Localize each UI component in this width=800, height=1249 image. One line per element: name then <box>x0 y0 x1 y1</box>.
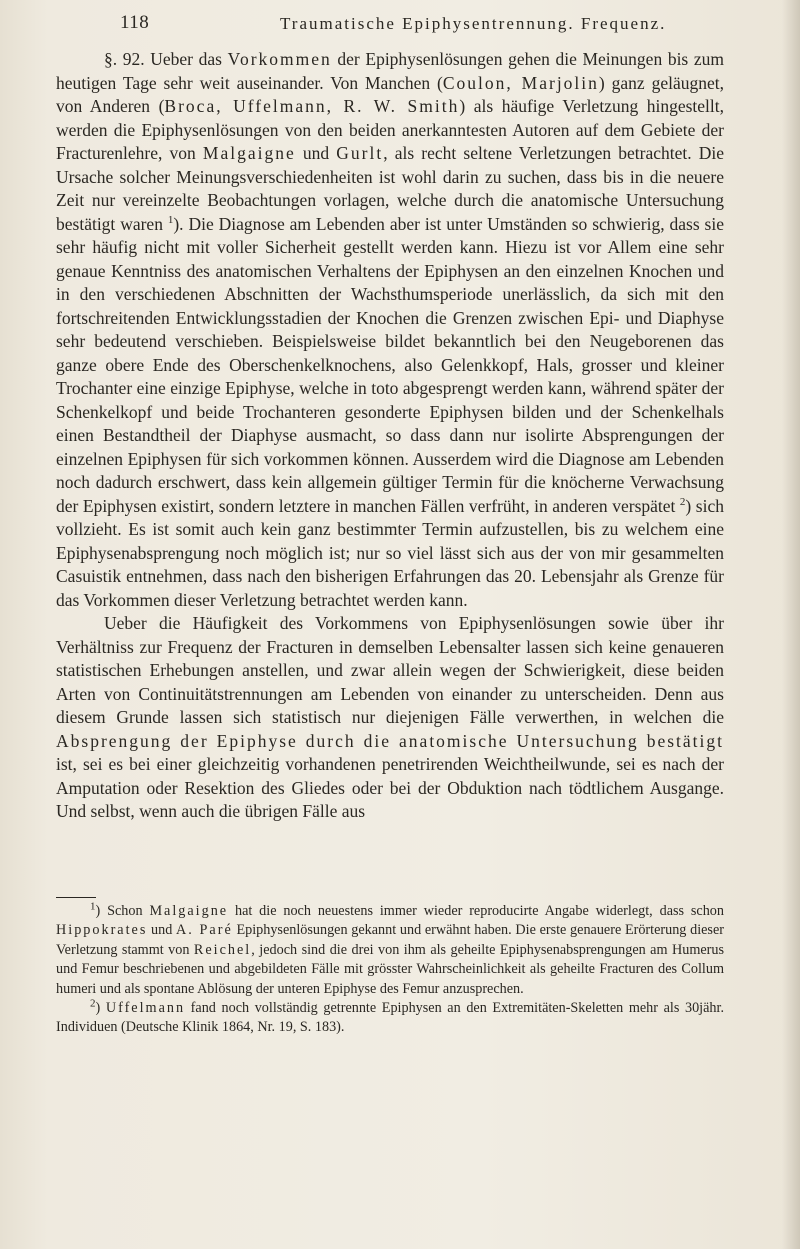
main-text <box>56 48 724 824</box>
running-title: Traumatische Epiphysentrennung. Frequenz. <box>280 14 667 33</box>
page-number: 118 <box>120 12 150 33</box>
footnotes <box>56 902 724 1038</box>
paragraph-frequency: Ueber die Häufigkeit des Vorkommens von Epiphysenlösungen sowie über ihr Verhältniss zur Frequenz der Fracturen in demselben Lebensalter lassen sich keine genaueren statistischen Erhebungen anstellen, und zwar allein wegen der Schwierigkeit, diese beiden Arten von Continuitätstrennungen am Lebenden von einander zu unterscheiden. Denn aus diesem Grunde lassen sich statistisch nur diejenigen Fälle verwerthen, in welchen die Absprengung der Epiphyse durch die anatomische Untersuchung bestätigt ist, sei es bei einer gleichzeitig vorhandenen penetrirenden Weichtheilwunde, sei es nach der Amputation oder Resektion des Gliedes oder bei der Obduktion nach tödtlichem Ausgange. Und selbst, wenn auch die übrigen Fälle aus <box>56 613 724 821</box>
page-edge-shadow <box>782 0 800 1249</box>
page-header <box>120 6 740 40</box>
footnote-1: $^1$) Schon Malgaigne hat die noch neuestens immer wieder reproducirte Angabe widerlegt, dass schon Hippokrates und A. Paré Epiphysenlösungen gekannt und erwähnt haben. Die erste genauere Erörterung dieser Verletzung stammt von Reichel, jedoch sind die drei von ihm als geheilte Epiphysenabsprengungen am Humerus und Femur beschriebenen und abgebildeten Fälle mit grösster Wahrscheinlichkeit als geheilte Fracturen des Collum humeri und als spontane Ablösung der unteren Epiphyse des Femur anzusprechen. <box>56 900 724 997</box>
footnote-2: $^2$) Uffelmann fand noch vollständig getrennte Epiphysen an den Extremitäten-Skeletten mehr als 30jähr. Individuen (Deutsche Klinik 1864, Nr. 19, S. 183). <box>56 997 724 1036</box>
footnote-ref-2[interactable]: 2 <box>679 495 686 508</box>
footnote-ref-1[interactable]: 1 <box>167 213 174 226</box>
paragraph-92: §. 92. Ueber das Vorkommen der Epiphysenlösungen gehen die Meinungen bis zum heutigen Tage sehr weit auseinander. Von Manchen (Coulon, Marjolin) ganz geläugnet, von Anderen (Broca, Uffelmann, R. W. Smith) als häufige Verletzung hingestellt, werden die Epiphysenlösungen von den beiden anerkanntesten Autoren auf dem Gebiete der Fracturenlehre, von Malgaigne und Gurlt, als recht seltene Verletzungen betrachtet. Die Ursache solcher Meinungsverschiedenheiten ist wohl darin zu suchen, dass bis in die neuere Zeit nur vereinzelte Beobachtungen vorlagen, welche durch die anatomische Untersuchung bestätigt waren $^1$). Die Diagnose am Lebenden aber ist unter Umständen so schwierig, dass sie sehr häufig nicht mit voller Sicherheit gestellt werden kann. Hiezu ist vor Allem eine sehr genaue Kenntniss des anatomischen Verhaltens der Epiphysen an den einzelnen Knochen und in den verschiedenen Abschnitten der Wachsthumsperiode unerlässlich, da sich mit den fortschreitenden Entwicklungsstadien der Knochen die Grenzen zwischen Epi- und Diaphyse sehr bedeutend verschieben. Beispielsweise bildet bekanntlich bei den Neugeborenen das ganze obere Ende des Oberschenkelknochens, also Gelenkkopf, Hals, grosser und kleiner Trochanter eine einzige Epiphyse, welche in toto abgesprengt werden kann, während später der Schenkelkopf und beide Trochanteren gesonderte Epiphysen bilden und der Schenkelhals einen Bestandtheil der Diaphyse ausmacht, so dass dann nur isolirte Absprengungen der einzelnen Epiphysen für sich vorkommen können. Ausserdem wird die Diagnose am Lebenden noch dadurch erschwert, dass kein allgemein gültiger Termin für die knöcherne Verwachsung der Epiphysen existirt, sondern letztere in manchen Fällen verfrüht, in anderen verspätet $^2$) sich vollzieht. Es ist somit auch kein ganz bestimmter Termin aufzustellen, bis zu welchem eine Epiphysenabsprengung noch möglich ist; nur so viel lässt sich aus der von mir gesammelten Casuistik entnehmen, dass nach den bisherigen Erfahrungen das 20. Lebensjahr als Grenze für das Vorkommen dieser Verletzung betrachtet werden kann. <box>56 49 725 610</box>
footnote-rule <box>56 897 96 898</box>
